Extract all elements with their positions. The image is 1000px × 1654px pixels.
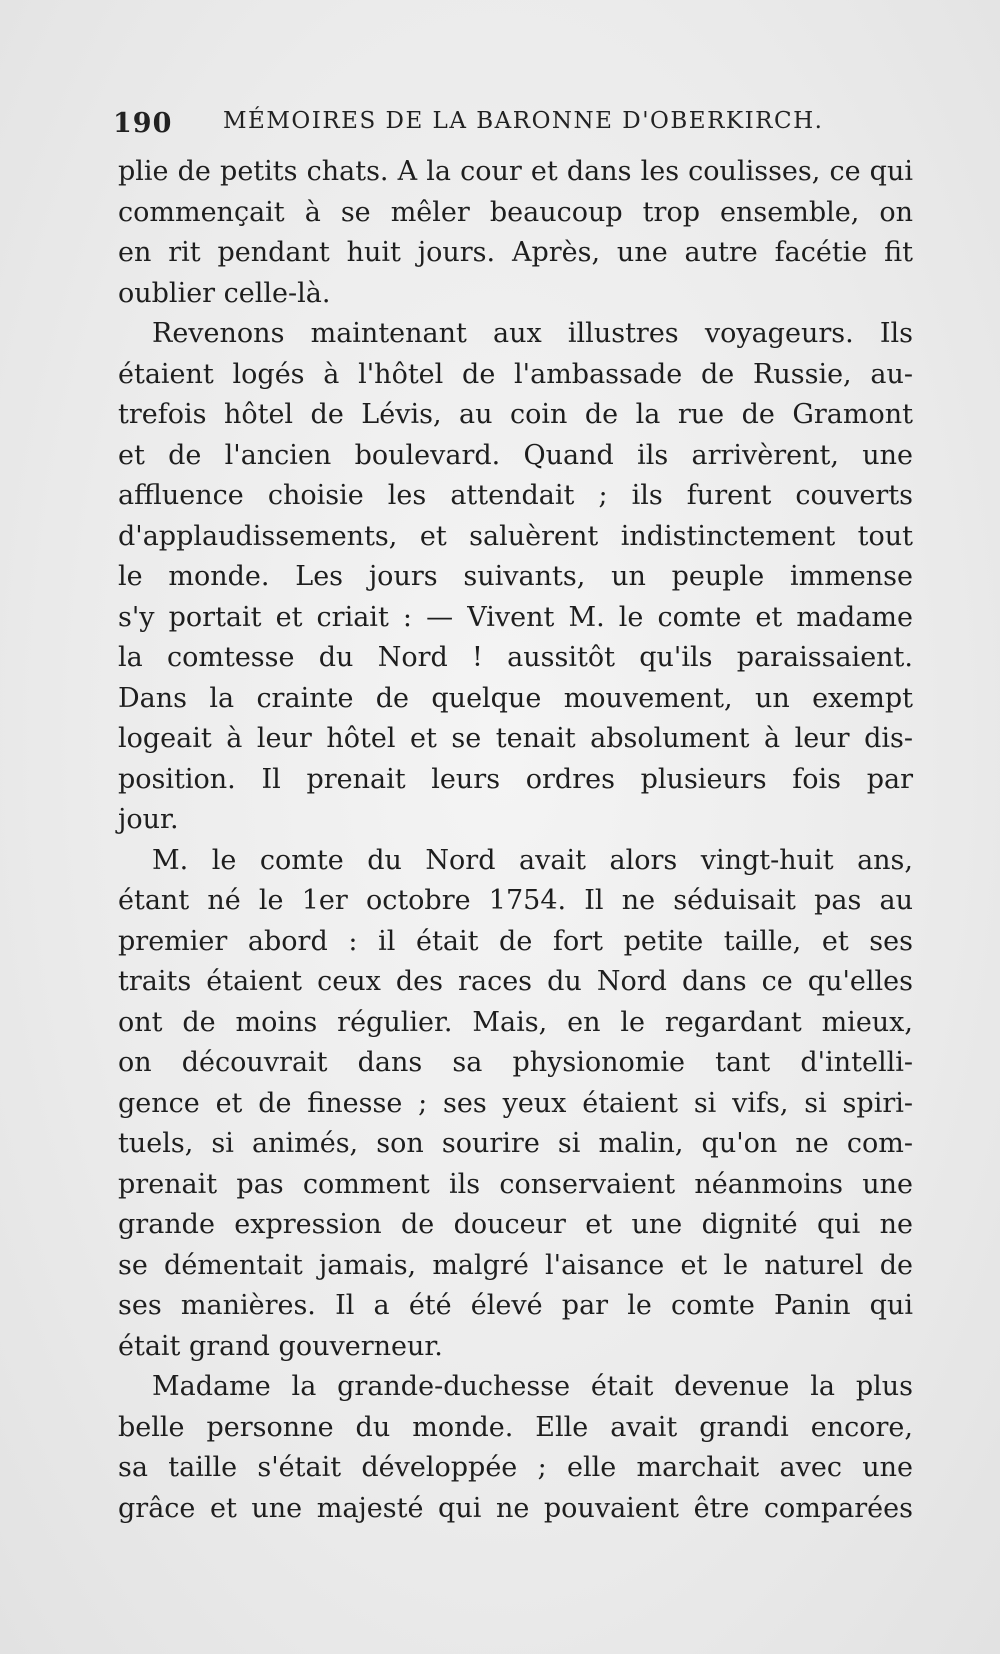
text-line: jour. [118, 804, 179, 835]
text-line: Madame la grande-duchesse était devenue la plus [152, 1371, 913, 1402]
text-line: d'applaudissements, et saluèrent indistinctement tout [118, 520, 913, 552]
text-line: prenait pas comment ils conservaient néanmoins une [118, 1168, 913, 1200]
text-line: affluence choisie les attendait ; ils furent couverts [118, 480, 913, 511]
text-line: traits étaient ceux des races du Nord dans ce qu'elles [118, 966, 913, 997]
text-line: premier abord : il était de fort petite taille, et ses [118, 925, 913, 957]
text-line: tuels, si animés, son sourire si malin, qu'on ne com- [118, 1128, 913, 1159]
page-number: 190 [113, 108, 173, 139]
text-line: était grand gouverneur. [118, 1330, 443, 1362]
text-line: grande expression de douceur et une dignité qui ne [118, 1209, 913, 1240]
text-line: se démentait jamais, malgré l'aisance et le naturel de [118, 1249, 913, 1281]
text-line: on découvrait dans sa physionomie tant d'intelli- [118, 1047, 913, 1078]
text-line: commençait à se mêler beaucoup trop ensemble, on [118, 196, 913, 228]
text-line: Revenons maintenant aux illustres voyageurs. Ils [152, 318, 913, 349]
text-line: le monde. Les jours suivants, un peuple immense [118, 561, 913, 592]
text-line: position. Il prenait leurs ordres plusieurs fois par [118, 763, 913, 795]
text-line: M. le comte du Nord avait alors vingt-huit ans, [152, 844, 913, 876]
text-line: ses manières. Il a été élevé par le comte Panin qui [118, 1290, 913, 1321]
body-text [118, 152, 913, 1529]
running-title: MÉMOIRES DE LA BARONNE D'OBERKIRCH. [223, 108, 824, 134]
text-line: s'y portait et criait : — Vivent M. le comte et madame [118, 601, 913, 633]
text-line: étaient logés à l'hôtel de l'ambassade de Russie, au- [118, 358, 913, 390]
text-line: Dans la crainte de quelque mouvement, un exempt [118, 682, 913, 714]
text-line: en rit pendant huit jours. Après, une autre facétie fit [118, 237, 913, 268]
text-line: oublier celle-là. [118, 277, 331, 309]
text-line: plie de petits chats. A la cour et dans les coulisses, ce qui [118, 156, 913, 187]
text-line: la comtesse du Nord ! aussitôt qu'ils paraissaient. [118, 642, 913, 673]
text-line: belle personne du monde. Elle avait grandi encore, [118, 1411, 913, 1443]
text-line: étant né le 1er octobre 1754. Il ne séduisait pas au [118, 885, 913, 916]
text-line: sa taille s'était développée ; elle marchait avec une [118, 1452, 913, 1483]
text-line: ont de moins régulier. Mais, en le regardant mieux, [118, 1006, 913, 1038]
page-header [113, 100, 913, 140]
text-line: et de l'ancien boulevard. Quand ils arrivèrent, une [118, 439, 913, 471]
text-line: trefois hôtel de Lévis, au coin de la rue de Gramont [118, 399, 913, 430]
text-line: logeait à leur hôtel et se tenait absolument à leur dis- [118, 723, 913, 754]
text-line: grâce et une majesté qui ne pouvaient être comparées [118, 1492, 913, 1524]
text-line: gence et de finesse ; ses yeux étaient si vifs, si spiri- [118, 1087, 913, 1119]
